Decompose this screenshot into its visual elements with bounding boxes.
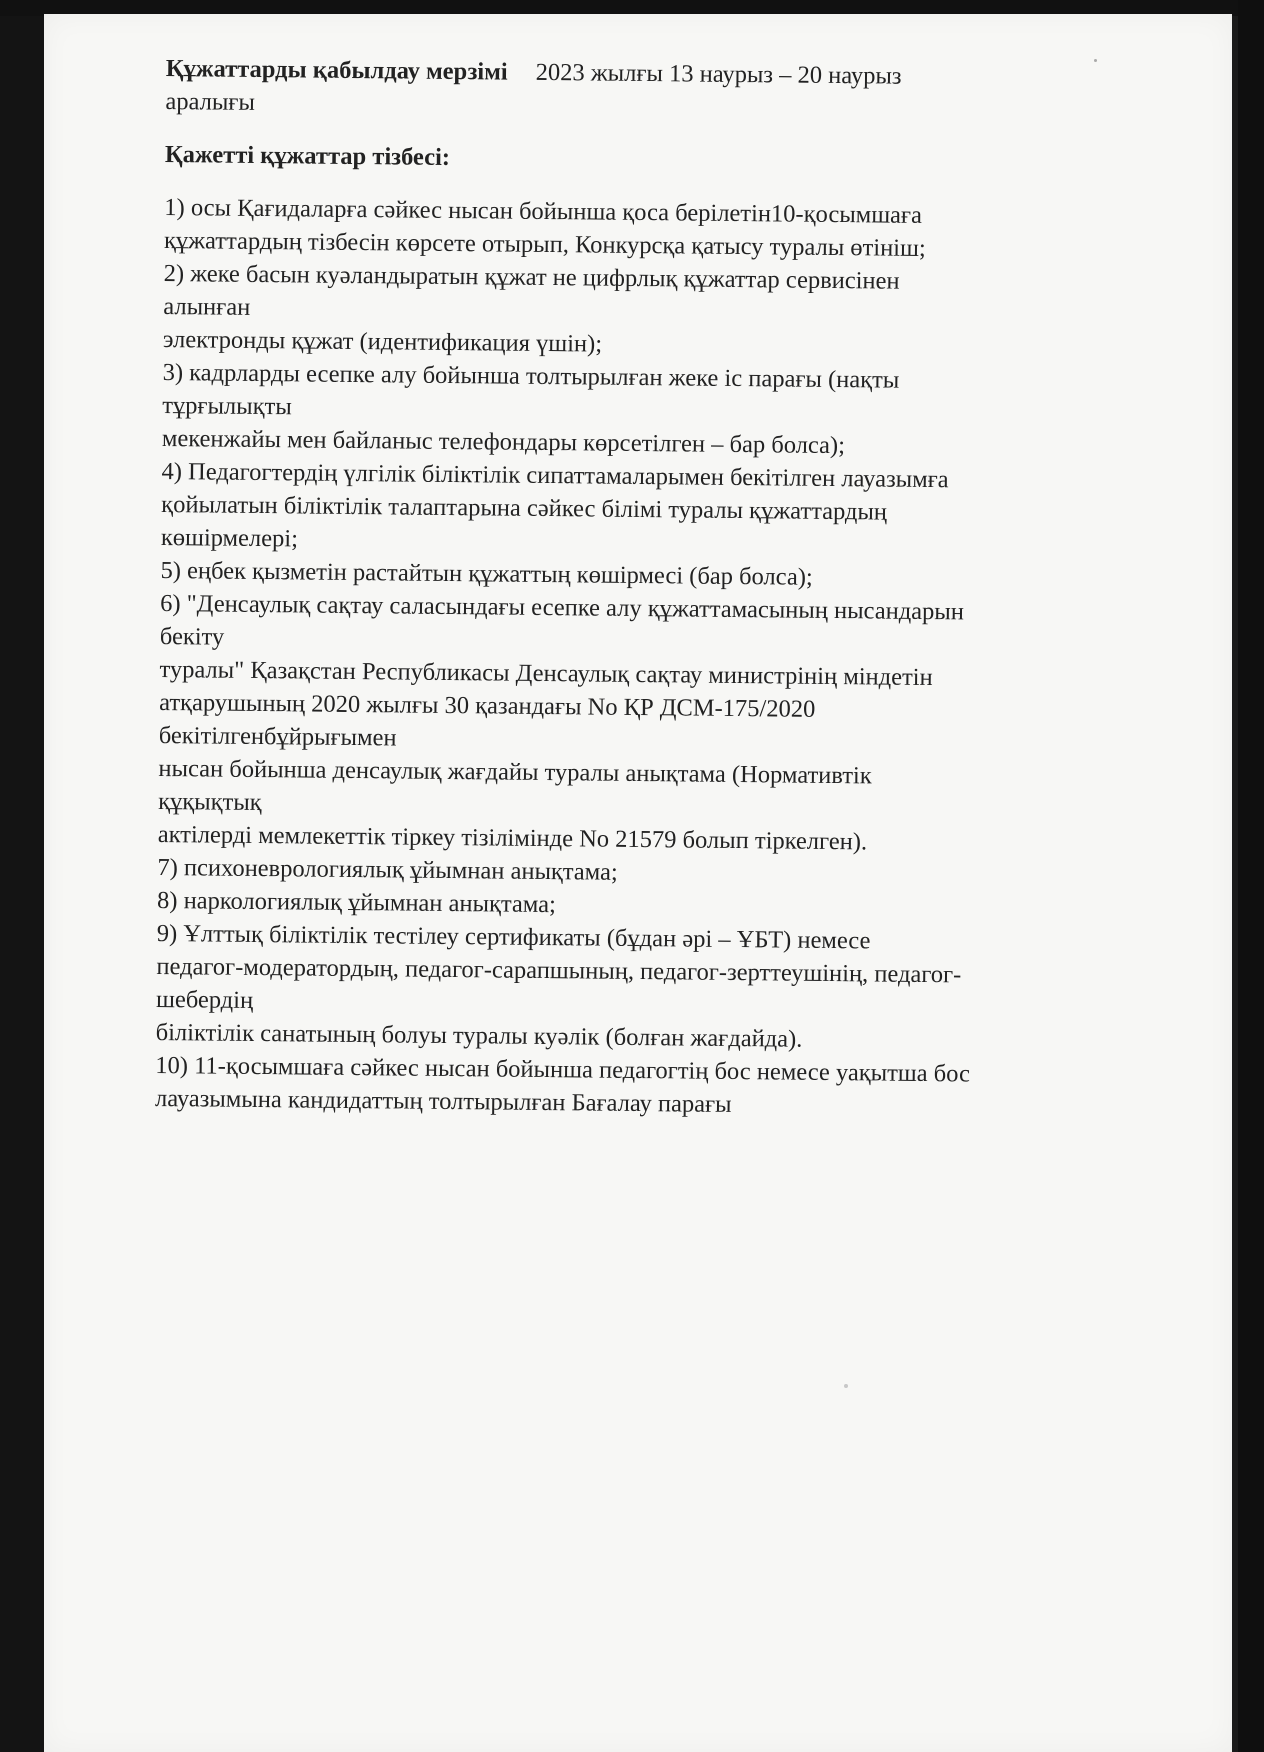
deadline-line (165, 52, 1166, 128)
deadline-label: Құжаттарды қабылдау мерзімі (165, 54, 508, 86)
list-item-line: мекенжайы мен байланыс телефондары көрсетілген – бар болса); (161, 424, 846, 460)
list-item-line: электронды құжат (идентификация үшін); (162, 325, 603, 358)
list-item-line: 1) осы Қағидаларға сәйкес нысан бойынша қоса берілетін10-қосымшаға (164, 193, 923, 229)
list-item-line: құқықтық (158, 787, 262, 817)
scan-edge-right (1238, 0, 1264, 1752)
list-item (161, 455, 1162, 564)
list-item-line: нысан бойынша денсаулық жағдайы туралы анықтама (Нормативтік (158, 754, 872, 790)
list-item (158, 587, 1161, 861)
list-item-line: шебердің (155, 985, 254, 1014)
deadline-value: 2023 жылғы 13 наурыз – 20 наурыз (535, 58, 902, 90)
list-item (155, 1049, 1156, 1125)
list-item-line: педагог-модератордың, педагог-сарапшының, педагог-зерттеушінің, педагог- (156, 952, 962, 989)
list-item-line: 5) еңбек қызметін растайтын құжаттың көшірмесі (бар болса); (160, 556, 813, 591)
list-item-line: актілерді мемлекеттік тіркеу тізілімінде No 21579 болып тіркелген). (157, 820, 868, 856)
list-item-line: 6) "Денсаулық сақтау саласындағы есепке алу құжаттамасының нысандарын (160, 589, 965, 626)
list-item (164, 191, 1165, 267)
list-item-line: бекітілгенбұйрығымен (158, 721, 397, 752)
document-content (155, 52, 1166, 1125)
list-item-line: 10) 11-қосымшаға сәйкес нысан бойынша педагогтің бос немесе уақытша бос (155, 1051, 971, 1088)
deadline-value-continued: аралығы (165, 87, 256, 116)
list-item-line: алынған (163, 292, 251, 321)
list-item (163, 257, 1164, 366)
list-item-line: 3) кадрларды есепке алу бойынша толтырылған жеке іс парағы (нақты (162, 358, 900, 394)
list-item-line: туралы" Қазақстан Республикасы Денсаулық сақтау министрінің міндетін (159, 655, 933, 692)
list-item-line: қойылатын біліктілік талаптарына сәйкес білімі туралы құжаттардың (161, 490, 888, 526)
list-item-line: 7) психоневрологиялық ұйымнан анықтама; (157, 853, 618, 886)
documents-list (155, 191, 1165, 1125)
list-item-line: біліктілік санатының болуы туралы куәлік (болған жағдайда). (155, 1018, 803, 1053)
list-item-line: 9) Ұлттық біліктілік тестілеу сертификаты (бұдан әрі – ҰБТ) немесе (156, 919, 871, 955)
list-item-line: лауазымына кандидаттың толтырылған Бағалау парағы (154, 1084, 732, 1118)
list-item-line: тұрғылықты (162, 391, 292, 421)
list-item-line: атқарушының 2020 жылғы 30 қазандағы No ҚР ДСМ-175/2020 (159, 688, 816, 723)
list-item-line: 8) наркологиялық ұйымнан анықтама; (156, 886, 557, 919)
list-item (162, 356, 1163, 465)
scan-edge-left (0, 0, 46, 1752)
list-item-line: көшірмелері; (160, 523, 299, 553)
list-heading: Қажетті құжаттар тізбесі: (164, 140, 451, 171)
scan-speck (844, 1384, 848, 1388)
list-item (156, 917, 1157, 1059)
list-item-line: құжаттардың тізбесін көрсете отырып, Конкурсқа қатысу туралы өтініш; (163, 226, 926, 262)
list-item-line: 2) жеке басын куәландыратын құжат не цифрлық құжаттар сервисінен (163, 259, 900, 295)
list-item-line: бекіту (159, 622, 225, 651)
list-item-line: 4) Педагогтердің үлгілік біліктілік сипаттамаларымен бекітілген лауазымға (161, 457, 949, 494)
